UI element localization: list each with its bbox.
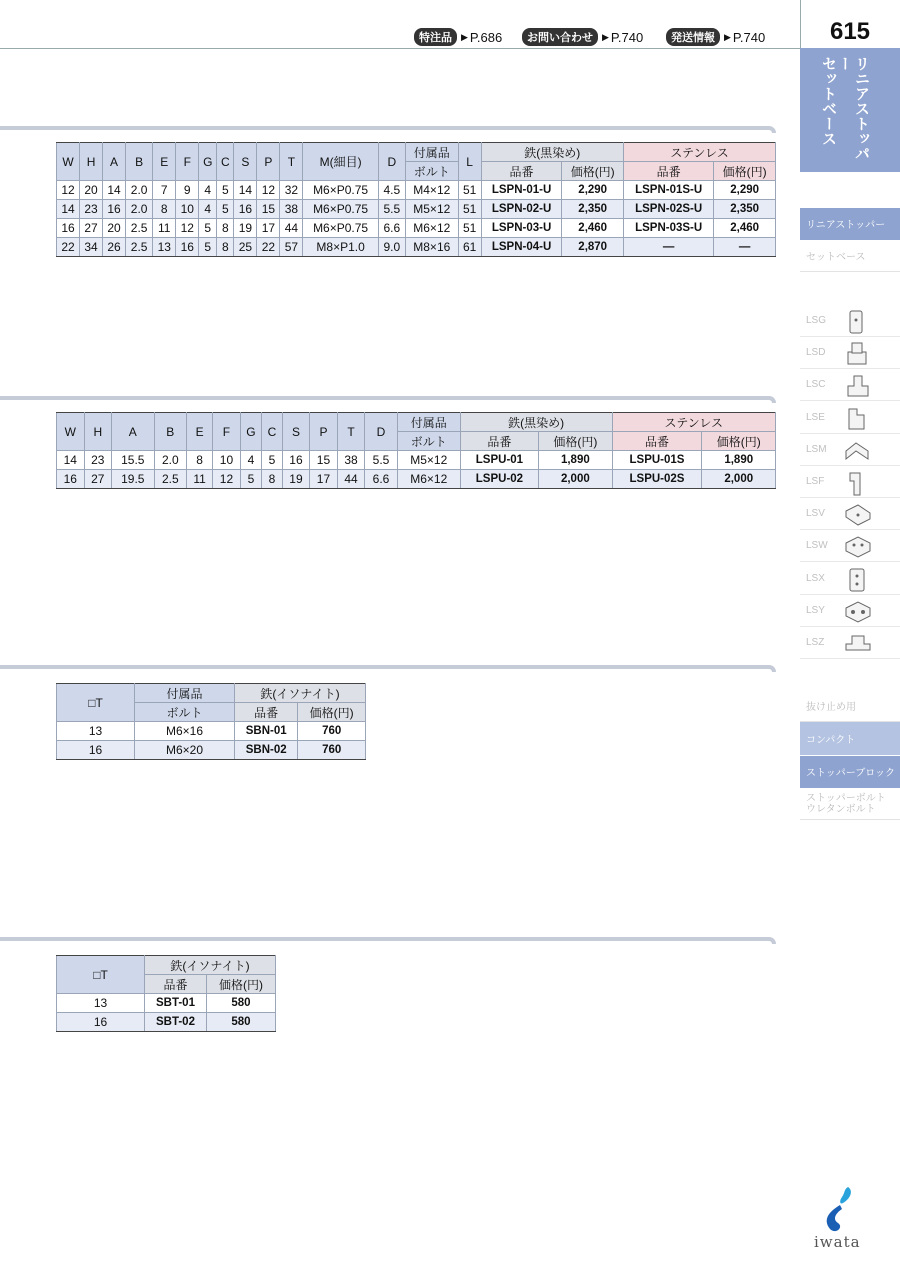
subheader: 品番 (235, 703, 298, 722)
subheader: ボルト (135, 703, 235, 722)
table-cell: 16 (282, 451, 310, 470)
logo-text: iwata (814, 1233, 861, 1251)
table-cell: M6×P0.75 (303, 219, 378, 238)
table-cell: 14 (234, 181, 257, 200)
table-cell: 760 (298, 722, 366, 741)
sidebar-item-linear-stopper[interactable] (800, 208, 900, 240)
ref-page: P.686 (469, 29, 503, 45)
table-cell: M6×12 (397, 470, 460, 489)
category-title-line2: セットベース (820, 56, 838, 146)
subheader: 価格(円) (539, 432, 612, 451)
sidebar-part-lsy[interactable] (800, 595, 900, 627)
subheader: 価格(円) (298, 703, 366, 722)
col-header: F (213, 413, 241, 451)
table-cell: M6×20 (135, 741, 235, 760)
sidebar-item-set-base[interactable] (800, 240, 900, 272)
part-label: LSC (806, 379, 826, 391)
table-cell: 7 (153, 181, 176, 200)
sidebar-item-label: 抜け止め用 (806, 702, 856, 713)
table-cell: 5 (217, 181, 234, 200)
ref-page: P.740 (732, 29, 766, 45)
table-cell: SBN-02 (235, 741, 298, 760)
table-cell: 57 (280, 238, 303, 257)
table-cell: 8 (217, 219, 234, 238)
table-cell: LSPU-01 (460, 451, 538, 470)
subheader: 品番 (612, 432, 702, 451)
table-cell: 11 (153, 219, 176, 238)
subheader: 価格(円) (702, 432, 776, 451)
spec-table-lspn (56, 142, 776, 257)
table-cell: 12 (57, 181, 80, 200)
table-cell: 6.6 (365, 470, 398, 489)
table-cell: LSPU-02S (612, 470, 702, 489)
table-cell: 2,350 (714, 200, 776, 219)
col-header: 付属品 (397, 413, 460, 432)
table-cell: 14 (57, 200, 80, 219)
table-cell: 16 (57, 741, 135, 760)
table-cell: 34 (80, 238, 103, 257)
col-header: D (378, 143, 405, 181)
table-cell: 16 (234, 200, 257, 219)
table-cell: M8×P1.0 (303, 238, 378, 257)
table-cell: 27 (80, 219, 103, 238)
sidebar-part-lsf[interactable] (800, 466, 900, 498)
table-cell: 13 (57, 994, 145, 1013)
table-cell: 760 (298, 741, 366, 760)
subheader: ボルト (405, 162, 458, 181)
table-cell: 23 (80, 200, 103, 219)
sidebar-item-compact[interactable] (800, 722, 900, 756)
ref-inquiry[interactable] (522, 28, 643, 46)
sidebar-part-lsx[interactable] (800, 563, 900, 595)
table-cell: 19 (282, 470, 310, 489)
col-header: E (187, 413, 213, 451)
part-label: LSG (806, 315, 827, 326)
iwata-logo (810, 1185, 870, 1251)
sidebar-item-label: コンパクト (806, 735, 856, 746)
table-cell: 8 (187, 451, 213, 470)
table-cell: 580 (206, 1013, 275, 1032)
table-cell: 14 (103, 181, 126, 200)
sidebar-part-lsw[interactable] (800, 530, 900, 562)
table-cell: 12 (257, 181, 280, 200)
col-header: M(細目) (303, 143, 378, 181)
table-row (57, 470, 776, 489)
sidebar-part-lsv[interactable] (800, 498, 900, 530)
subheader: 価格(円) (206, 975, 275, 994)
sidebar-item-label: リニアストッパー (806, 220, 886, 231)
spec-table-sbt (56, 955, 276, 1032)
table-cell: 1,890 (702, 451, 776, 470)
col-header: W (57, 143, 80, 181)
ref-badge: お問い合わせ (522, 28, 598, 46)
col-header: T (280, 143, 303, 181)
table-cell: LSPN-03S-U (623, 219, 713, 238)
part-label: LSV (806, 508, 825, 520)
col-header-iron: 鉄(イソナイト) (145, 956, 276, 975)
table-cell: M6×P0.75 (303, 200, 378, 219)
table-cell: 12 (176, 219, 199, 238)
table-cell: 44 (280, 219, 303, 238)
table-cell: 26 (103, 238, 126, 257)
table-cell: 9 (176, 181, 199, 200)
section-divider (0, 396, 776, 403)
sidebar-item-stopper-bolt[interactable] (800, 788, 900, 820)
table-cell: 16 (57, 1013, 145, 1032)
table-cell: 15.5 (112, 451, 155, 470)
col-header-stainless: ステンレス (612, 413, 775, 432)
table-cell: M8×16 (405, 238, 458, 257)
section-divider (0, 937, 776, 944)
table-cell: M5×12 (405, 200, 458, 219)
table-cell: 2,460 (562, 219, 623, 238)
table-cell: 4 (240, 451, 262, 470)
table-cell: 38 (280, 200, 303, 219)
sidebar-item-label: ストッパーブロック (806, 768, 895, 779)
part-block-icon (844, 630, 872, 658)
part-label: LSM (806, 443, 827, 455)
table-cell: 16 (57, 219, 80, 238)
table-row (57, 741, 366, 760)
table-cell: LSPN-01S-U (623, 181, 713, 200)
arrow-right-icon: ▶ (724, 31, 731, 42)
col-header: G (240, 413, 262, 451)
table-cell: 20 (80, 181, 103, 200)
col-header: B (154, 413, 187, 451)
table-cell: LSPN-02-U (481, 200, 562, 219)
table-cell: 15 (257, 200, 280, 219)
table-row (57, 722, 366, 741)
subheader: 価格(円) (562, 162, 623, 181)
table-cell: 2.0 (126, 200, 153, 219)
col-header-iron: 鉄(イソナイト) (235, 684, 366, 703)
col-header-iron: 鉄(黒染め) (481, 143, 623, 162)
col-header: A (103, 143, 126, 181)
table-cell: 22 (57, 238, 80, 257)
table-cell: 11 (187, 470, 213, 489)
sidebar-item-retaining[interactable] (800, 690, 900, 722)
col-header: S (234, 143, 257, 181)
part-block-icon (844, 598, 872, 626)
table-cell: M6×12 (405, 219, 458, 238)
table-cell: 2.0 (154, 451, 187, 470)
subheader: ボルト (397, 432, 460, 451)
table-cell: 2.5 (126, 219, 153, 238)
col-header: C (217, 143, 234, 181)
table-cell: 9.0 (378, 238, 405, 257)
table-cell: 8 (262, 470, 282, 489)
header-rule (0, 48, 800, 49)
sidebar-part-lsm[interactable] (800, 434, 900, 466)
category-title-line1: リニアストッパー (836, 56, 871, 161)
table-cell: 17 (257, 219, 280, 238)
part-block-icon (844, 469, 872, 497)
table-cell: 51 (458, 181, 481, 200)
col-header: P (257, 143, 280, 181)
sidebar-part-lsd[interactable] (800, 337, 900, 369)
table-cell: 19.5 (112, 470, 155, 489)
table-cell: 16 (57, 470, 85, 489)
col-header: A (112, 413, 155, 451)
part-label: LSY (806, 604, 825, 616)
table-cell: — (623, 238, 713, 257)
subheader: 品番 (623, 162, 713, 181)
sidebar-part-lse[interactable] (800, 402, 900, 434)
part-label: LSD (806, 347, 826, 359)
col-header: □T (57, 956, 145, 994)
table-cell: 51 (458, 200, 481, 219)
table-cell: 23 (84, 451, 112, 470)
part-block-icon (844, 533, 872, 561)
col-header: 付属品 (135, 684, 235, 703)
table-cell: 1,890 (539, 451, 612, 470)
table-cell: 6.6 (378, 219, 405, 238)
table-cell: 2,350 (562, 200, 623, 219)
table-cell: 2.5 (126, 238, 153, 257)
col-header: 付属品 (405, 143, 458, 162)
table-cell: LSPN-02S-U (623, 200, 713, 219)
part-block-icon (844, 308, 872, 336)
part-block-icon (844, 437, 872, 465)
col-header: B (126, 143, 153, 181)
arrow-right-icon: ▶ (602, 31, 609, 42)
subheader: 価格(円) (714, 162, 776, 181)
table-cell: M6×16 (135, 722, 235, 741)
table-cell: 4 (199, 200, 217, 219)
table-cell: 5 (262, 451, 282, 470)
table-row (57, 181, 776, 200)
table-cell: 16 (103, 200, 126, 219)
col-header: L (458, 143, 481, 181)
table-cell: 20 (103, 219, 126, 238)
table-cell: 2,460 (714, 219, 776, 238)
sidebar-item-label: セットベース (806, 252, 866, 263)
sidebar-part-lsz[interactable] (800, 627, 900, 659)
part-block-icon (844, 566, 872, 594)
ref-badge: 特注品 (414, 28, 457, 46)
table-cell: 2,290 (562, 181, 623, 200)
section-divider (0, 665, 776, 672)
subheader: 品番 (145, 975, 207, 994)
table-cell: LSPU-01S (612, 451, 702, 470)
col-header: E (153, 143, 176, 181)
col-header: □T (57, 684, 135, 722)
table-cell: 17 (310, 470, 338, 489)
table-cell: 5 (217, 200, 234, 219)
col-header: S (282, 413, 310, 451)
table-cell: 2.0 (126, 181, 153, 200)
table-cell: SBT-01 (145, 994, 207, 1013)
col-header: C (262, 413, 282, 451)
col-header: H (84, 413, 112, 451)
table-row (57, 994, 276, 1013)
table-cell: LSPN-04-U (481, 238, 562, 257)
table-cell: 22 (257, 238, 280, 257)
table-cell: 10 (213, 451, 241, 470)
table-cell: 5 (199, 219, 217, 238)
col-header: T (337, 413, 365, 451)
table-cell: 2,870 (562, 238, 623, 257)
subheader: 品番 (460, 432, 538, 451)
table-cell: 13 (57, 722, 135, 741)
spec-table-sbn (56, 683, 366, 760)
table-cell: 61 (458, 238, 481, 257)
part-label: LSX (806, 572, 825, 584)
part-block-icon (844, 405, 872, 433)
logo-mark-icon (810, 1185, 860, 1235)
part-label: LSZ (806, 637, 825, 648)
table-cell: 32 (280, 181, 303, 200)
table-cell: 44 (337, 470, 365, 489)
table-cell: 15 (310, 451, 338, 470)
table-row (57, 238, 776, 257)
table-cell: LSPU-02 (460, 470, 538, 489)
table-cell: 27 (84, 470, 112, 489)
section-divider (0, 126, 776, 133)
table-cell: — (714, 238, 776, 257)
table-cell: 5 (240, 470, 262, 489)
ref-page: P.740 (610, 29, 644, 45)
table-cell: 13 (153, 238, 176, 257)
table-cell: 4.5 (378, 181, 405, 200)
table-cell: 19 (234, 219, 257, 238)
table-cell: 2,000 (539, 470, 612, 489)
sidebar-item-label: ストッパーボルト ウレタンボルト (806, 792, 886, 815)
table-cell: M5×12 (397, 451, 460, 470)
table-row (57, 451, 776, 470)
table-row (57, 200, 776, 219)
table-cell: LSPN-03-U (481, 219, 562, 238)
table-cell: M6×P0.75 (303, 181, 378, 200)
table-cell: 2,000 (702, 470, 776, 489)
arrow-right-icon: ▶ (461, 31, 468, 42)
ref-custom[interactable] (414, 28, 502, 46)
col-header: W (57, 413, 85, 451)
table-cell: 10 (176, 200, 199, 219)
sidebar-part-lsg[interactable] (800, 305, 900, 337)
part-block-icon (844, 501, 872, 529)
ref-shipping[interactable] (666, 28, 765, 46)
ref-badge: 発送情報 (666, 28, 720, 46)
table-cell: 5.5 (365, 451, 398, 470)
part-label: LSE (806, 411, 825, 423)
col-header: H (80, 143, 103, 181)
table-cell: LSPN-01-U (481, 181, 562, 200)
table-cell: SBT-02 (145, 1013, 207, 1032)
table-cell: M4×12 (405, 181, 458, 200)
spec-table-lspu (56, 412, 776, 489)
part-block-icon (844, 340, 872, 368)
col-header: F (176, 143, 199, 181)
sidebar-part-lsc[interactable] (800, 369, 900, 401)
table-cell: 2,290 (714, 181, 776, 200)
col-header: G (199, 143, 217, 181)
table-cell: SBN-01 (235, 722, 298, 741)
part-label: LSF (806, 476, 825, 487)
table-cell: 14 (57, 451, 85, 470)
sidebar-category-title (800, 48, 900, 172)
header-divider (800, 0, 801, 48)
table-cell: 51 (458, 219, 481, 238)
col-header: P (310, 413, 338, 451)
col-header-stainless: ステンレス (623, 143, 775, 162)
table-cell: 5 (199, 238, 217, 257)
table-cell: 12 (213, 470, 241, 489)
table-cell: 25 (234, 238, 257, 257)
col-header: D (365, 413, 398, 451)
table-cell: 8 (153, 200, 176, 219)
sidebar-item-stopper-block[interactable] (800, 756, 900, 788)
table-cell: 38 (337, 451, 365, 470)
table-cell: 4 (199, 181, 217, 200)
table-cell: 580 (206, 994, 275, 1013)
subheader: 品番 (481, 162, 562, 181)
table-cell: 2.5 (154, 470, 187, 489)
table-cell: 16 (176, 238, 199, 257)
part-block-icon (844, 372, 872, 400)
table-cell: 8 (217, 238, 234, 257)
table-cell: 5.5 (378, 200, 405, 219)
col-header-iron: 鉄(黒染め) (460, 413, 612, 432)
table-row (57, 219, 776, 238)
part-label: LSW (806, 540, 828, 552)
table-row (57, 1013, 276, 1032)
page-number: 615 (829, 18, 871, 45)
